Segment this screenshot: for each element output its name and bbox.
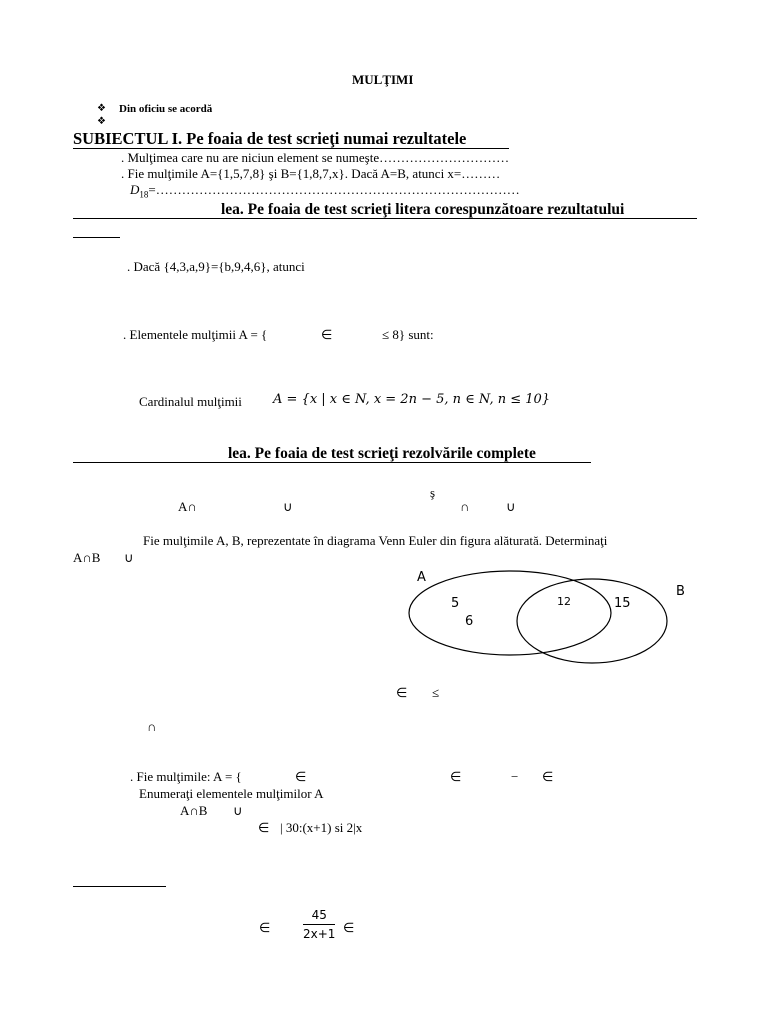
section1-item-3: [130, 183, 520, 200]
section1-item-1: . Mulţimea care nu are niciun element se numeşte…………………………: [121, 150, 510, 165]
element-of-symbol: ∈: [295, 769, 307, 784]
intersection-symbol: ∩: [460, 499, 470, 514]
venn-both-element: 12: [557, 595, 571, 608]
element-of-symbol: ∈: [542, 769, 554, 784]
d18-subscript: 18: [139, 189, 149, 200]
fraction: [303, 908, 335, 941]
minus-symbol: −: [511, 769, 519, 784]
element-of-symbol: ∈: [450, 769, 462, 784]
element-of-symbol: ∈: [321, 327, 333, 342]
section2-item-3: Cardinalul mulţimii: [139, 394, 242, 409]
section2-item-2: . Elementele mulţimii A = {: [123, 327, 268, 342]
cardinal-formula: A = {x | x ∈ N, x = 2n − 5, n ∈ N, n ≤ 10}: [273, 392, 551, 407]
venn-problem-text-2: A∩B: [73, 550, 101, 565]
venn-set-b: [517, 579, 667, 663]
section2-item-1: . Dacă {4,3,a,9}={b,9,4,6}, atunci: [127, 259, 305, 274]
section2-item-2-end: ≤ 8} sunt:: [382, 327, 434, 342]
venn-label-a: A: [417, 570, 426, 585]
section1-heading: SUBIECTUL I. Pe foaia de test scrieţi numai rezultatele: [73, 129, 467, 148]
venn-a-element: 6: [465, 614, 474, 629]
union-symbol: ∪: [124, 550, 134, 565]
venn-set-a: [409, 571, 611, 655]
union-symbol: ∪: [233, 803, 243, 818]
section3-underline: [73, 462, 591, 463]
s-cedilla-char: ş: [430, 485, 436, 500]
intersection-symbol: ∩: [147, 719, 157, 734]
page-title: MULŢIMI: [352, 72, 414, 87]
less-equal-symbol: ≤: [432, 685, 440, 700]
section2-underline: [73, 218, 697, 219]
bullet-diamond-icon: ❖: [97, 116, 106, 127]
enumerati-text: Enumeraţi elementele mulţimilor A: [139, 786, 324, 801]
section3-heading: lea. Pe foaia de test scrieţi rezolvările complete: [228, 445, 536, 462]
venn-label-b: B: [676, 584, 685, 599]
bullet-diamond-icon: ❖: [97, 103, 106, 114]
venn-a-element: 5: [451, 596, 460, 611]
element-of-symbol: ∈: [396, 685, 408, 700]
element-of-symbol: ∈: [258, 820, 270, 835]
venn-diagram: [400, 565, 690, 670]
bullet-text-1: Din oficiu se acordă: [119, 103, 213, 115]
a-intersect-b: A∩B: [180, 803, 208, 818]
fraction-numerator: 45: [311, 908, 327, 922]
section2-heading: lea. Pe foaia de test scrieţi litera corespunzătoare rezultatului: [221, 201, 625, 218]
d18-symbol: D: [130, 182, 140, 197]
fie-multimile: . Fie mulţimile: A = {: [130, 769, 242, 784]
short-rule-1: [73, 237, 120, 238]
fraction-denominator: 2x+1: [303, 927, 336, 941]
element-of-symbol: ∈: [343, 920, 355, 935]
a-intersection: A∩: [178, 499, 197, 514]
section1-underline: [73, 148, 509, 149]
union-symbol: ∪: [506, 499, 516, 514]
venn-b-element: 15: [614, 596, 631, 611]
element-of-symbol: ∈: [259, 920, 271, 935]
union-symbol: ∪: [283, 499, 293, 514]
d18-dots: =…………………………………………………………………………: [148, 182, 520, 197]
condition-text: | 30:(x+1) si 2|x: [280, 820, 363, 835]
venn-problem-text: Fie mulţimile A, B, reprezentate în diagrama Venn Euler din figura alăturată. Determinaţi: [143, 533, 608, 548]
fraction-bar: [303, 924, 335, 925]
short-rule-2: [73, 886, 166, 887]
section1-item-2: . Fie mulţimile A={1,5,7,8} şi B={1,8,7,x}. Dacă A=B, atunci x=………: [121, 166, 501, 181]
